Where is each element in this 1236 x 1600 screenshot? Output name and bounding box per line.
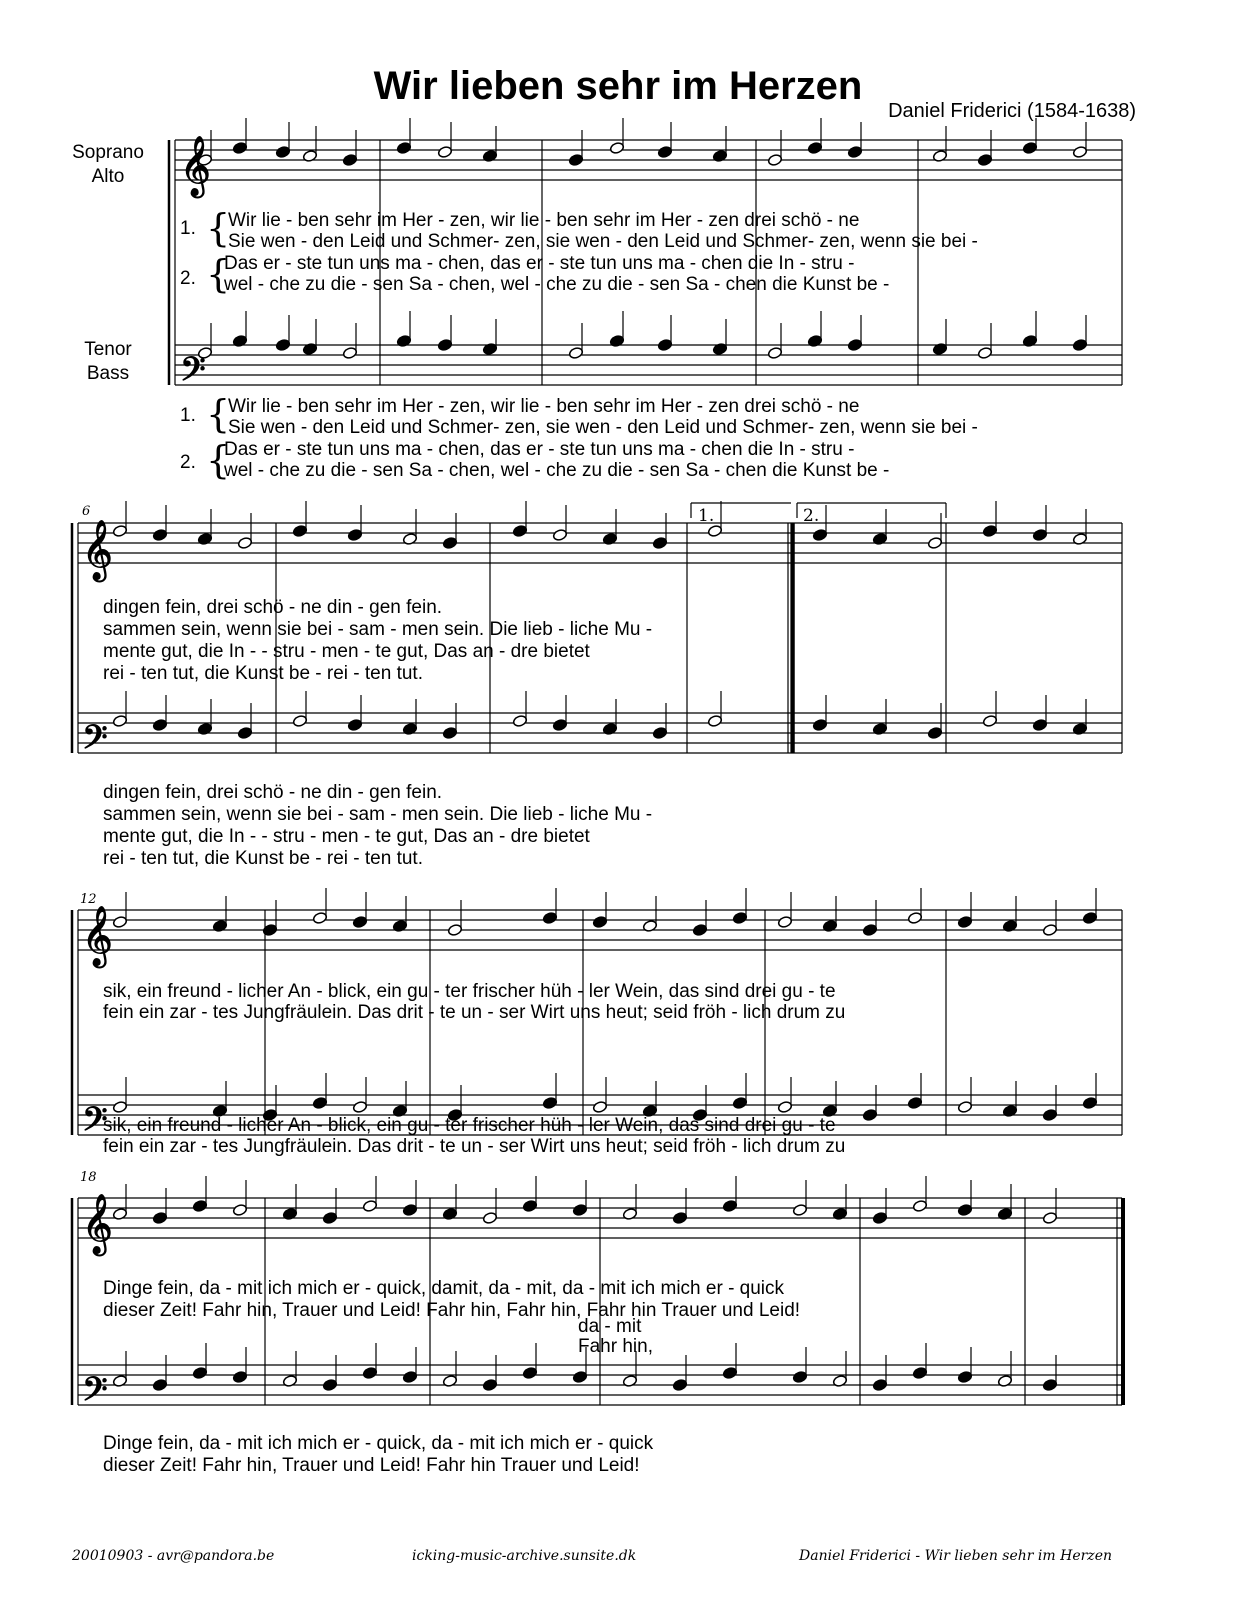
note-head	[152, 528, 167, 541]
lyric-line: rei - ten tut, die Kunst be - rei - ten tut.	[103, 848, 423, 869]
lyric-line: dingen fein, drei schö - ne din - gen fein.	[103, 782, 443, 803]
lyric-line-alto: Fahr hin,	[578, 1336, 653, 1357]
composer-credit: Daniel Friderici (1584-1638)	[888, 100, 1136, 122]
note-head	[1082, 911, 1097, 924]
note-head	[807, 141, 822, 154]
note-head	[722, 1366, 737, 1379]
note-head	[112, 524, 127, 537]
measure-number: 18	[80, 1170, 97, 1185]
lyric-line-alto: da - mit	[578, 1316, 642, 1337]
lyric-line: fein ein zar - tes Jungfräulein. Das drit - te un - ser Wirt uns heut; seid fröh - lich drum zu	[103, 1002, 846, 1023]
note-head	[112, 915, 127, 928]
note-head	[437, 145, 452, 158]
note-head	[512, 714, 527, 727]
lyric-line: dieser Zeit! Fahr hin, Trauer und Leid! Fahr hin, Fahr hin, Fahr hin Trauer und Leid!	[103, 1300, 801, 1321]
note-head	[1042, 1378, 1057, 1391]
verse-brace: {	[206, 206, 231, 250]
lyric-line: mente gut, die In - - stru - men - te gut, Das an - dre bietet	[103, 826, 590, 847]
note-head	[767, 153, 782, 166]
note-head	[322, 1378, 337, 1391]
volta-second: 2.	[803, 506, 820, 526]
clef-icon: 𝄞	[82, 906, 113, 966]
note-head	[237, 726, 252, 739]
note-head	[812, 718, 827, 731]
note-head	[927, 536, 942, 549]
note-head	[312, 911, 327, 924]
note-head	[592, 1100, 607, 1113]
footer-site: icking-music-archive.sunsite.dk	[412, 1548, 637, 1564]
note-head	[352, 1100, 367, 1113]
clef-icon: 𝄢	[180, 351, 206, 397]
note-head	[322, 1211, 337, 1224]
verse-brace: {	[206, 252, 231, 296]
note-head	[767, 346, 782, 359]
note-head	[707, 524, 722, 537]
note-head	[112, 1100, 127, 1113]
lyric-line: sammen sein, wenn sie bei - sam - men sein. Die lieb - liche Mu -	[103, 619, 653, 640]
note-head	[777, 915, 792, 928]
clef-icon: 𝄞	[82, 520, 113, 580]
clef-icon: 𝄢	[82, 1371, 108, 1417]
voice-label-alto: Alto	[91, 166, 125, 187]
note-head	[402, 1370, 417, 1383]
page-title: Wir lieben sehr im Herzen	[373, 64, 863, 108]
note-head	[907, 1096, 922, 1109]
note-head	[342, 153, 357, 166]
note-head	[568, 346, 583, 359]
note-head	[862, 923, 877, 936]
note-head	[1042, 1211, 1057, 1224]
note-head	[292, 524, 307, 537]
note-head	[362, 1199, 377, 1212]
verse-brace: {	[206, 392, 231, 436]
note-head	[812, 528, 827, 541]
lyric-line: dieser Zeit! Fahr hin, Trauer und Leid! Fahr hin Trauer und Leid!	[103, 1455, 640, 1476]
note-head	[1032, 718, 1047, 731]
note-head	[792, 1370, 807, 1383]
lyric-line: Sie wen - den Leid und Schmer- zen, sie wen - den Leid und Schmer- zen, wenn sie bei -	[228, 417, 978, 438]
note-head	[512, 524, 527, 537]
note-head	[1022, 141, 1037, 154]
note-head	[152, 718, 167, 731]
note-head	[347, 528, 362, 541]
note-head	[907, 911, 922, 924]
lyric-line: rei - ten tut, die Kunst be - rei - ten tut.	[103, 663, 423, 684]
note-head	[362, 1366, 377, 1379]
note-head	[722, 1199, 737, 1212]
note-head	[847, 338, 862, 351]
clef-icon: 𝄢	[82, 1101, 108, 1147]
note-head	[482, 1378, 497, 1391]
footer-credit: Daniel Friderici - Wir lieben sehr im Herzen	[799, 1548, 1112, 1564]
note-head	[396, 141, 411, 154]
note-head	[657, 338, 672, 351]
verse-brace: {	[206, 438, 231, 482]
note-head	[672, 1211, 687, 1224]
note-head	[447, 923, 462, 936]
note-head	[442, 536, 457, 549]
note-head	[872, 1378, 887, 1391]
lyric-line: Wir lie - ben sehr im Her - zen, wir lie - ben sehr im Her - zen drei schö - ne	[228, 210, 860, 231]
clef-icon: 𝄢	[82, 719, 108, 765]
note-head	[1072, 145, 1087, 158]
lyric-line: sik, ein freund - licher An - blick, ein gu - ter frischer hüh - ler Wein, das sind drei gu - te	[103, 1115, 836, 1136]
measure-number: 6	[82, 504, 91, 519]
note-head	[192, 1366, 207, 1379]
note-head	[592, 915, 607, 928]
note-head	[652, 726, 667, 739]
note-head	[522, 1199, 537, 1212]
lyric-line: dingen fein, drei schö - ne din - gen fein.	[103, 597, 443, 618]
note-head	[402, 1203, 417, 1216]
note-head	[1072, 338, 1087, 351]
voice-label-bass: Bass	[86, 363, 130, 384]
note-head	[862, 1108, 877, 1121]
note-head	[872, 1211, 887, 1224]
note-head	[847, 145, 862, 158]
note-head	[342, 346, 357, 359]
lyric-line: sammen sein, wenn sie bei - sam - men sein. Die lieb - liche Mu -	[103, 804, 653, 825]
note-head	[237, 536, 252, 549]
note-head	[912, 1199, 927, 1212]
verse-number-1: 1.	[180, 218, 196, 239]
note-head	[542, 1096, 557, 1109]
note-head	[572, 1203, 587, 1216]
lyric-line: wel - che zu die - sen Sa - chen, wel - che zu die - sen Sa - chen die Kunst be -	[224, 460, 890, 481]
note-head	[982, 714, 997, 727]
note-head	[292, 714, 307, 727]
note-head	[707, 714, 722, 727]
note-head	[977, 346, 992, 359]
note-head	[1042, 1108, 1057, 1121]
lyric-line: mente gut, die In - - stru - men - te gut, Das an - dre bietet	[103, 641, 590, 662]
note-head	[652, 536, 667, 549]
note-head	[192, 1199, 207, 1212]
lyric-line: Das er - ste tun uns ma - chen, das er - ste tun uns ma - chen die In - stru -	[224, 439, 855, 460]
lyric-line: Sie wen - den Leid und Schmer- zen, sie wen - den Leid und Schmer- zen, wenn sie bei -	[228, 231, 978, 252]
note-head	[552, 528, 567, 541]
note-head	[572, 1370, 587, 1383]
note-head	[732, 911, 747, 924]
note-head	[152, 1211, 167, 1224]
lyric-line: Dinge fein, da - mit ich mich er - quick, damit, da - mit, da - mit ich mich er - quick	[103, 1278, 785, 1299]
note-head	[657, 145, 672, 158]
note-head	[792, 1203, 807, 1216]
note-head	[977, 153, 992, 166]
lyric-line: wel - che zu die - sen Sa - chen, wel - che zu die - sen Sa - chen die Kunst be -	[224, 274, 890, 295]
note-head	[437, 338, 452, 351]
voice-label-soprano: Soprano	[72, 142, 144, 163]
verse-number-1: 1.	[180, 405, 196, 426]
note-head	[672, 1378, 687, 1391]
note-head	[552, 718, 567, 731]
volta-first: 1.	[698, 506, 715, 526]
note-head	[609, 141, 624, 154]
voice-label-tenor: Tenor	[84, 339, 132, 360]
note-head	[152, 1378, 167, 1391]
note-head	[912, 1366, 927, 1379]
note-head	[522, 1366, 537, 1379]
note-head	[957, 915, 972, 928]
note-head	[275, 145, 290, 158]
lyric-line: Das er - ste tun uns ma - chen, das er - ste tun uns ma - chen die In - stru -	[224, 253, 855, 274]
note-head	[568, 153, 583, 166]
note-head	[777, 1100, 792, 1113]
measure-number: 12	[80, 892, 97, 907]
note-head	[982, 524, 997, 537]
clef-icon: 𝄞	[180, 136, 211, 196]
footer-date-email: 20010903 - avr@pandora.be	[72, 1548, 275, 1564]
note-head	[112, 714, 127, 727]
verse-number-2: 2.	[180, 268, 196, 289]
verse-number-2: 2.	[180, 452, 196, 473]
note-head	[312, 1096, 327, 1109]
note-head	[352, 915, 367, 928]
note-head	[957, 1370, 972, 1383]
note-head	[482, 1211, 497, 1224]
lyric-line: Wir lie - ben sehr im Her - zen, wir lie - ben sehr im Her - zen drei schö - ne	[228, 396, 860, 417]
lyric-line: fein ein zar - tes Jungfräulein. Das drit - te un - ser Wirt uns heut; seid fröh - lich drum zu	[103, 1136, 846, 1157]
note-head	[347, 718, 362, 731]
note-head	[232, 1370, 247, 1383]
note-head	[232, 1203, 247, 1216]
note-head	[692, 923, 707, 936]
note-head	[957, 1203, 972, 1216]
note-head	[927, 726, 942, 739]
note-head	[275, 338, 290, 351]
note-head	[1082, 1096, 1097, 1109]
note-head	[957, 1100, 972, 1113]
clef-icon: 𝄞	[82, 1194, 113, 1254]
note-head	[1032, 528, 1047, 541]
note-head	[732, 1096, 747, 1109]
note-head	[232, 141, 247, 154]
note-head	[442, 726, 457, 739]
note-head	[542, 911, 557, 924]
lyric-line: Dinge fein, da - mit ich mich er - quick, da - mit ich mich er - quick	[103, 1433, 654, 1454]
note-head	[1042, 923, 1057, 936]
lyric-line: sik, ein freund - licher An - blick, ein gu - ter frischer hüh - ler Wein, das sind drei gu - te	[103, 981, 836, 1002]
